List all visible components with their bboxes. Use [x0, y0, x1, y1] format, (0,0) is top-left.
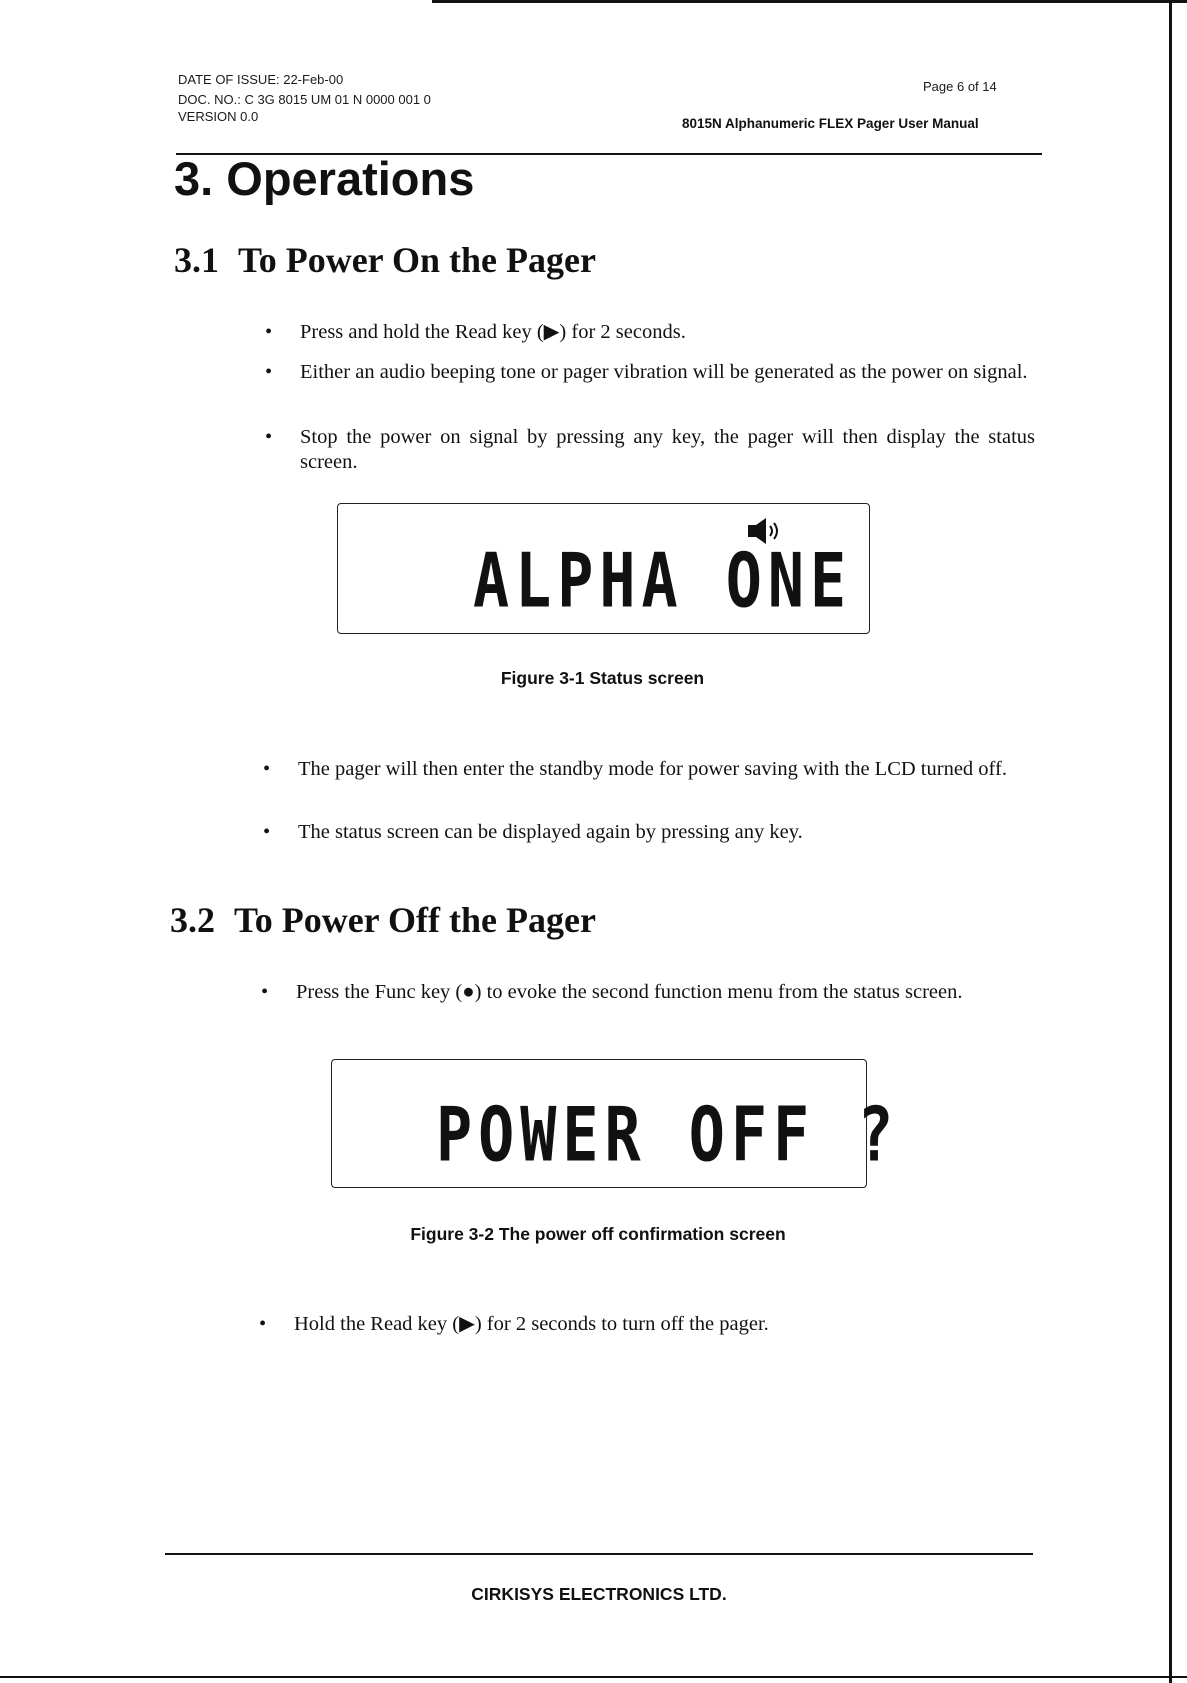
- list-item: • Hold the Read key (▶) for 2 seconds to turn off the pager.: [294, 1312, 1035, 1337]
- figure-caption: Figure 3-1 Status screen: [500, 668, 705, 688]
- lcd-status-screen: [337, 503, 870, 634]
- section-number: 3.1: [174, 240, 219, 280]
- page-right-border: [1169, 0, 1172, 1683]
- footer-rule: [165, 1553, 1033, 1555]
- list-item-text: Stop the power on signal by pressing any key, the pager will then display the status screen.: [300, 426, 1035, 473]
- section-title: To Power Off the Pager: [234, 900, 596, 940]
- list-item-text: The status screen can be displayed again by pressing any key.: [298, 821, 803, 843]
- list-item-text: Hold the Read key (▶) for 2 seconds to turn off the pager.: [294, 1313, 769, 1335]
- list-item: • The status screen can be displayed again by pressing any key.: [298, 820, 1035, 845]
- manual-title: 8015N Alphanumeric FLEX Pager User Manual: [682, 116, 979, 131]
- list-item: • Stop the power on signal by pressing any key, the pager will then display the status screen.: [265, 426, 1035, 473]
- date-of-issue: DATE OF ISSUE: 22-Feb-00: [178, 72, 344, 87]
- page-bottom-border: [0, 1676, 1187, 1678]
- figure-caption: Figure 3-2 The power off confirmation screen: [410, 1224, 786, 1244]
- list-item: • Press the Func key (●) to evoke the second function menu from the status screen.: [296, 980, 1035, 1005]
- page-number: Page 6 of 14: [923, 79, 997, 94]
- chapter-title: 3. Operations: [174, 152, 475, 205]
- lcd-power-off-screen: [331, 1059, 900, 1188]
- list-item-text: The pager will then enter the standby mode for power saving with the LCD turned off.: [298, 758, 1007, 780]
- footer-company: CIRKISYS ELECTRONICS LTD.: [471, 1584, 727, 1604]
- section-title: To Power On the Pager: [238, 240, 596, 280]
- page-top-border: [432, 0, 1187, 3]
- section-number: 3.2: [170, 900, 215, 940]
- list-item: • Press and hold the Read key (▶) for 2 seconds.: [300, 320, 1035, 345]
- section-heading-3-2: [170, 900, 596, 940]
- version: VERSION 0.0: [178, 109, 259, 124]
- lcd-text: POWER OFF ?: [436, 1091, 900, 1180]
- lcd-text: ALPHA ONE: [473, 537, 853, 626]
- list-item-text: Press and hold the Read key (▶) for 2 seconds.: [300, 321, 686, 343]
- section-heading-3-1: [174, 240, 596, 280]
- doc-number: DOC. NO.: C 3G 8015 UM 01 N 0000 001 0: [178, 92, 431, 107]
- list-item-text: Either an audio beeping tone or pager vibration will be generated as the power on signal.: [300, 361, 1028, 383]
- list-item: • Either an audio beeping tone or pager vibration will be generated as the power on signal.: [300, 360, 1035, 385]
- list-item: • The pager will then enter the standby mode for power saving with the LCD turned off.: [298, 757, 1035, 782]
- list-item-text: Press the Func key (●) to evoke the second function menu from the status screen.: [296, 981, 963, 1003]
